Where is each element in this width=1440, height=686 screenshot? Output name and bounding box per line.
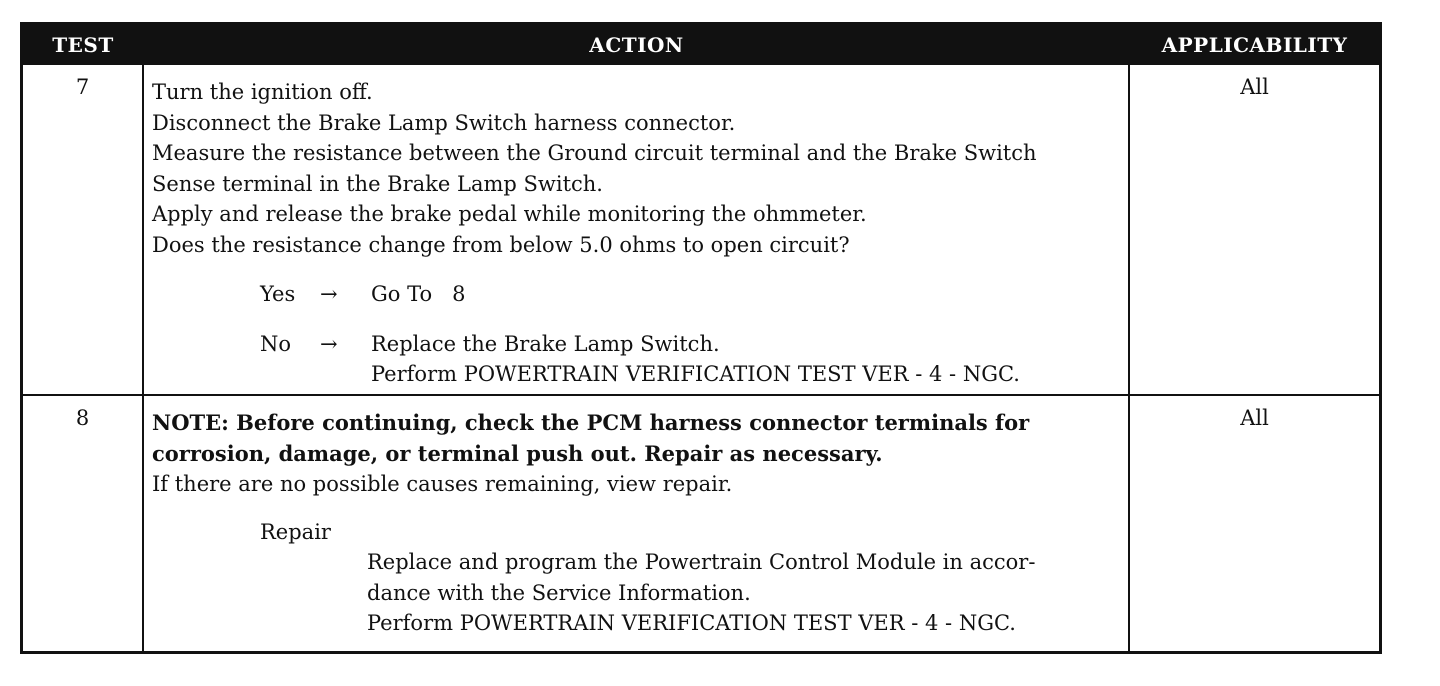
- header-action: ACTION: [589, 33, 684, 57]
- header-test: TEST: [52, 33, 114, 57]
- no-action-text-2: Perform POWERTRAIN VERIFICATION TEST VER - 4 - NGC.: [371, 362, 1020, 386]
- no-label: No: [260, 331, 292, 356]
- table-header: [23, 25, 1379, 65]
- yes-label: Yes: [260, 282, 296, 306]
- no-action-text: Replace the Brake Lamp Switch.: [371, 331, 720, 356]
- yes-branch: [152, 279, 1127, 310]
- yes-goto-text: Go To 8: [371, 282, 466, 306]
- repair-line: Replace and program the Powertrain Control Module in accor-: [367, 550, 1036, 574]
- action-cell: [152, 77, 1127, 390]
- applicability-value: All: [1240, 75, 1269, 99]
- action-line: If there are no possible causes remaining, view repair.: [152, 472, 733, 496]
- action-line: Disconnect the Brake Lamp Switch harness connector.: [152, 110, 736, 135]
- action-line: Apply and release the brake pedal while monitoring the ohmmeter.: [152, 202, 867, 226]
- no-branch: [152, 329, 1127, 360]
- action-line: Measure the resistance between the Ground circuit terminal and the Brake Switch: [152, 141, 1037, 165]
- arrow-right-icon: →: [320, 282, 338, 306]
- repair-label: Repair: [260, 519, 331, 544]
- action-line: Turn the ignition off.: [152, 80, 373, 104]
- test-number: 7: [75, 75, 90, 99]
- action-line: Sense terminal in the Brake Lamp Switch.: [152, 171, 603, 196]
- note-line: NOTE: Before continuing, check the PCM harness connector terminals for: [152, 410, 1030, 435]
- repair-line: dance with the Service Information.: [367, 580, 751, 605]
- header-applicability: APPLICABILITY: [1161, 33, 1348, 57]
- repair-line: Perform POWERTRAIN VERIFICATION TEST VER - 4 - NGC.: [367, 611, 1016, 635]
- arrow-right-icon: →: [320, 331, 338, 356]
- action-line: Does the resistance change from below 5.0 ohms to open circuit?: [152, 232, 850, 257]
- action-cell: [152, 408, 1127, 639]
- note-line: corrosion, damage, or terminal push out. Repair as necessary.: [152, 440, 883, 466]
- test-number: 8: [75, 406, 90, 430]
- table-row: [23, 65, 1379, 394]
- table-row: [23, 396, 1379, 651]
- applicability-value: All: [1240, 406, 1269, 430]
- diagnostic-test-table: [20, 22, 1382, 654]
